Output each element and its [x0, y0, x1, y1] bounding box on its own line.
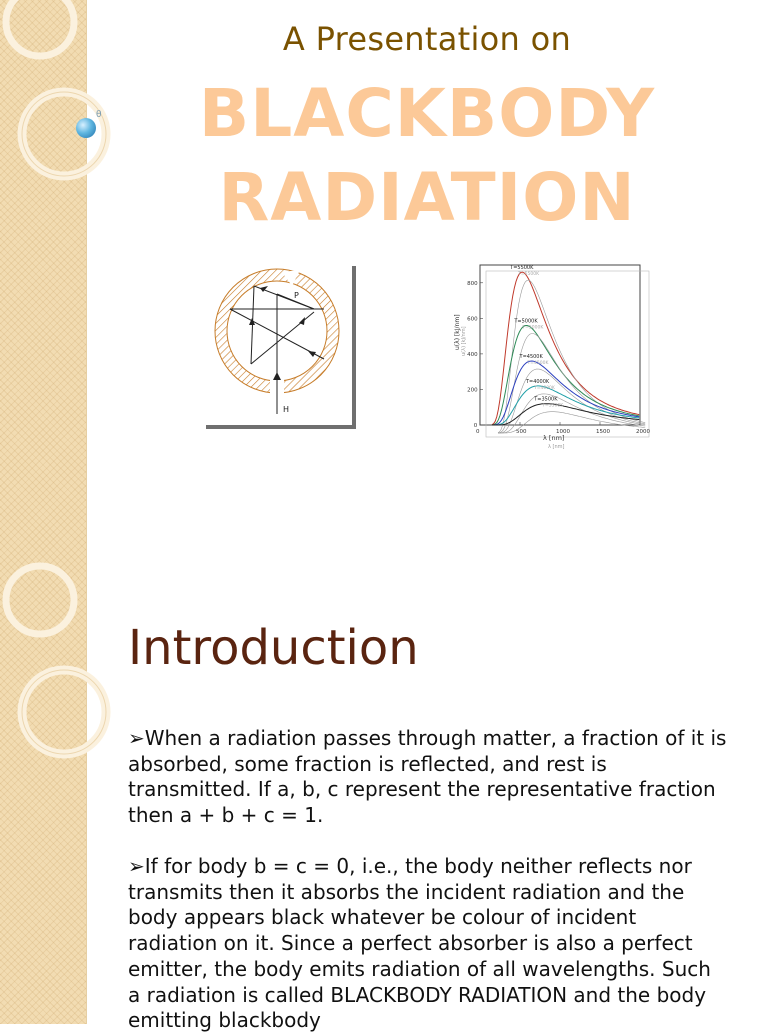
cavity-diagram: [204, 264, 364, 434]
x-tick-label: 1500: [596, 429, 610, 435]
ring-decorations: [0, 578, 86, 1024]
y-tick-label: 200: [467, 387, 478, 394]
curve-label-ghost: T=5500K: [518, 272, 540, 278]
label-h: H: [283, 405, 290, 414]
y-tick-label: 0: [473, 423, 478, 429]
curve-label: T=3500K: [534, 396, 558, 403]
introduction-slide: [0, 578, 768, 1033]
curve-label: T=5000K: [514, 318, 538, 325]
bullet-paragraph-2: [128, 854, 728, 1034]
arrow-bullet-icon: ➢: [128, 726, 145, 750]
curve-label: T=4500K: [519, 354, 543, 360]
curve-label: T=5500K: [510, 265, 534, 272]
main-title: [86, 72, 768, 240]
curve-label-ghost: T=4000K: [533, 385, 555, 391]
paragraph-text: If for body b = c = 0, i.e., the body neither reflects nor transmits then it absorbs the incident radiation and the body appears black whatever be colour of incident radiation on it. Since a perfect absorber is also a perfect emitter, the body emits radiation of all wavelengths. Such a radiation is called BLACKBODY RADIATION and the body emitting blackbody: [128, 854, 711, 1033]
x-axis-label-ghost: λ [nm]: [548, 444, 565, 450]
planck-curve-plot: [455, 260, 655, 455]
x-tick-label: 0: [476, 429, 480, 435]
bullet-paragraph-1: [128, 726, 728, 829]
x-tick-label: 500: [516, 429, 527, 435]
subtitle: A Presentation on: [282, 20, 572, 58]
curve-label-ghost: T=5000K: [522, 325, 544, 331]
ring-decorations: [0, 0, 86, 578]
y-tick-label: 400: [467, 351, 478, 358]
paragraph-text: When a radiation passes through matter, a fraction of it is absorbed, some fraction is reflected, and rest is transmitted. If a, b, c represent the representative fraction then a + b + c = 1.: [128, 726, 727, 828]
x-tick-label: 1000: [556, 429, 570, 435]
small-mark: θ: [96, 110, 102, 120]
x-tick-label: 2000: [636, 429, 650, 435]
decorative-side-strip: [0, 578, 87, 1024]
y-tick-label: 600: [467, 316, 478, 323]
decorative-side-strip: [0, 0, 87, 578]
label-p: P: [294, 291, 299, 300]
arrow-bullet-icon: ➢: [128, 854, 145, 878]
curve-label: T=4000K: [525, 378, 550, 385]
slide-heading: Introduction: [128, 620, 419, 676]
y-tick-label: 800: [467, 280, 478, 287]
title-line-1: BLACKBODY: [198, 75, 656, 152]
title-line-2: RADIATION: [218, 159, 636, 236]
curve-label-ghost: T=4500K: [527, 361, 549, 366]
x-axis-label: λ [nm]: [543, 434, 565, 442]
curve-label-ghost: T=3500K: [542, 403, 564, 409]
y-axis-label-ghost: u(λ) [kJ/nm]: [461, 326, 467, 356]
y-axis-label: u(λ) [kJ/nm]: [454, 314, 461, 350]
